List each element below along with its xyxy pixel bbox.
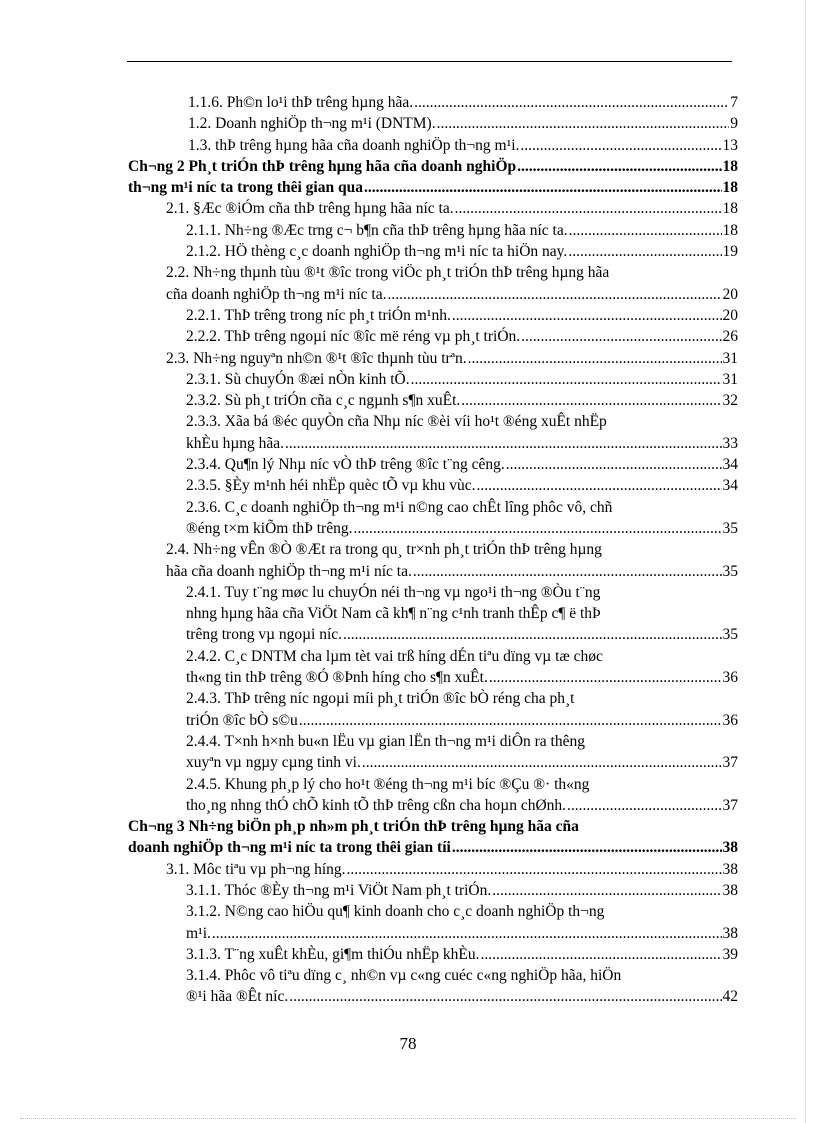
toc-entry-title: 1.2. Doanh nghiÖp th¬ng m¹i (DNTM). xyxy=(188,115,436,133)
toc-leader xyxy=(289,986,721,1007)
toc-entry-page: 18 xyxy=(722,157,738,175)
toc-entry-page: 26 xyxy=(722,328,738,346)
toc-entry-title: xuyªn vµ ngµy cµng tinh vi. xyxy=(186,754,361,772)
toc-leader xyxy=(568,241,721,262)
toc-entry-title: khÈu hµng hãa. xyxy=(186,434,285,452)
toc-leader xyxy=(492,880,721,901)
page-edge-bottom xyxy=(20,1118,796,1119)
toc-entry-title: Ch¬ng 2 Ph¸t triÓn thÞ trêng hµng hãa cña doanh nghiÖp xyxy=(128,157,517,175)
page-number: 78 xyxy=(399,1034,417,1053)
toc-entry-title: 2.3.5. §Èy m¹nh héi nhËp quèc tÕ vµ khu vùc. xyxy=(186,477,476,495)
toc-entry[interactable] xyxy=(186,326,738,347)
toc-entry-title-line: 2.4.3. ThÞ trêng níc ngoµi míi ph¸t triÓn ®îc bÒ réng cha ph¸t xyxy=(186,690,575,708)
toc-chapter-entry[interactable] xyxy=(128,177,738,198)
toc-entry-title: ®éng t×m kiÕm thÞ trêng. xyxy=(186,519,353,537)
toc-entry-title: 3.1. Môc tiªu vµ ph¬ng híng. xyxy=(166,860,346,878)
toc-entry-page: 37 xyxy=(722,754,738,772)
toc-entry-page: 38 xyxy=(722,839,738,857)
toc-entry[interactable] xyxy=(186,241,738,262)
toc-entry-title: m¹i. xyxy=(186,924,211,942)
toc-leader xyxy=(517,156,721,177)
toc-entry-title-line: 2.4.1. Tuy t¨ng møc lu chuyÓn néi th¬ng vµ ngo¹i th¬ng ®Òu t¨ng xyxy=(186,583,601,601)
toc-leader xyxy=(414,92,729,113)
toc-entry-title-line: 3.1.2. N©ng cao hiÖu qu¶ kinh doanh cho c¸c doanh nghiÖp th¬ng xyxy=(186,903,605,921)
toc-entry-page: 37 xyxy=(722,796,738,814)
toc-entry-page: 34 xyxy=(722,456,738,474)
toc-chapter-entry[interactable] xyxy=(128,816,738,859)
toc-entry[interactable] xyxy=(186,944,738,965)
toc-entry[interactable] xyxy=(186,305,738,326)
toc-entry-page: 34 xyxy=(722,477,738,495)
toc-leader xyxy=(480,944,721,965)
toc-leader xyxy=(364,177,722,198)
toc-entry-title: ®¹i hãa ®Êt níc. xyxy=(186,988,289,1006)
toc-entry-page: 18 xyxy=(722,200,738,218)
toc-entry[interactable] xyxy=(166,539,738,582)
toc-leader xyxy=(569,220,722,241)
toc-entry-page: 36 xyxy=(722,669,738,687)
toc-entry-page: 9 xyxy=(730,115,738,133)
toc-entry[interactable] xyxy=(186,497,738,540)
toc-entry-page: 42 xyxy=(722,988,738,1006)
toc-entry[interactable] xyxy=(186,965,738,1008)
toc-entry-page: 32 xyxy=(722,392,738,410)
toc-leader xyxy=(520,135,721,156)
toc-leader xyxy=(461,390,721,411)
toc-entry-title: 2.2.2. ThÞ trêng ngoµi níc ®îc më réng vµ ph¸t triÓn. xyxy=(186,328,521,346)
toc-entry-title-line: 3.1.4. Phôc vô tiªu dïng c¸ nh©n vµ c«ng cuéc c«ng nghiÖp hãa, hiÖn xyxy=(186,967,622,985)
toc-leader xyxy=(362,752,722,773)
toc-leader xyxy=(413,561,722,582)
toc-entry-page: 35 xyxy=(722,562,738,580)
header-rule xyxy=(127,61,732,62)
toc-entry-page: 33 xyxy=(722,434,738,452)
toc-entry-title: 2.1. §Æc ®iÓm cña thÞ trêng hµng hãa níc ta. xyxy=(166,200,454,218)
toc-entry-title: 1.3. thÞ trêng hµng hãa cña doanh nghiÖp th¬ng m¹i. xyxy=(188,136,520,154)
toc-leader xyxy=(521,326,721,347)
toc-entry-title: 2.2.1. ThÞ trêng trong níc ph¸t triÓn m¹nh. xyxy=(186,306,451,324)
toc-entry-title-line: 2.4.4. T×nh h×nh bu«n lËu vµ gian lËn th¬ng m¹i diÔn ra thêng xyxy=(186,732,585,750)
toc-entry-title-line: 2.3.6. C¸c doanh nghiÖp th¬ng m¹i n©ng cao chÊt lîng phôc vô, chñ xyxy=(186,498,613,516)
table-of-contents xyxy=(128,92,738,1008)
toc-entry-title: 2.3.2. Sù ph¸t triÓn cña c¸c ngµnh s¶n xuÊt. xyxy=(186,392,461,410)
toc-entry-page: 38 xyxy=(722,881,738,899)
toc-entry[interactable] xyxy=(186,475,738,496)
toc-leader xyxy=(452,305,722,326)
toc-entry-page: 35 xyxy=(722,626,738,644)
toc-leader xyxy=(452,837,722,858)
toc-leader xyxy=(299,710,722,731)
toc-entry-title: th«ng tin thÞ trêng ®Ó ®Þnh híng cho s¶n xuÊt. xyxy=(186,669,488,687)
toc-leader xyxy=(567,795,721,816)
toc-entry-page: 38 xyxy=(722,860,738,878)
toc-entry-page: 20 xyxy=(722,285,738,303)
toc-entry-title: 2.3.4. Qu¶n lý Nhµ níc vÒ thÞ trêng ®îc t¨ng cêng. xyxy=(186,456,505,474)
toc-entry-title: 2.3.1. Sù chuyÓn ®æi nÒn kinh tÕ. xyxy=(186,370,410,388)
toc-entry[interactable] xyxy=(166,198,738,219)
toc-entry-page: 31 xyxy=(722,370,738,388)
toc-entry[interactable] xyxy=(166,348,738,369)
toc-entry[interactable] xyxy=(186,731,738,774)
toc-entry-page: 7 xyxy=(730,94,738,111)
toc-entry[interactable] xyxy=(186,369,738,390)
toc-leader xyxy=(506,454,722,475)
toc-entry-title: 3.1.3. T¨ng xuÊt khÈu, gi¶m thiÓu nhËp khÈu. xyxy=(186,945,480,963)
toc-entry[interactable] xyxy=(186,220,738,241)
toc-entry[interactable] xyxy=(188,113,738,134)
toc-entry-page: 18 xyxy=(722,179,738,197)
toc-entry[interactable] xyxy=(186,411,738,454)
toc-entry[interactable] xyxy=(166,859,738,880)
toc-entry-title: trêng trong vµ ngoµi níc. xyxy=(186,626,343,644)
toc-entry-title: 2.3. Nh÷ng nguyªn nh©n ®¹t ®îc thµnh tùu trªn. xyxy=(166,349,467,367)
toc-entry[interactable] xyxy=(186,646,738,689)
toc-entry-title: th¬ng m¹i níc ta trong thêi gian qua xyxy=(128,179,363,197)
toc-entry-page: 36 xyxy=(722,711,738,729)
toc-leader xyxy=(411,369,722,390)
toc-leader xyxy=(477,475,722,496)
toc-entry[interactable] xyxy=(186,688,738,731)
toc-entry-title-line: 2.3.3. Xãa bá ®éc quyÒn cña Nhµ níc ®èi víi ho¹t ®éng xuÊt nhËp xyxy=(186,413,607,431)
toc-entry-page: 13 xyxy=(722,136,738,154)
toc-entry-title: cña doanh nghiÖp th¬ng m¹i níc ta. xyxy=(166,285,387,303)
toc-entry-page: 20 xyxy=(722,306,738,324)
toc-entry[interactable] xyxy=(186,390,738,411)
toc-entry-title-line: 2.2. Nh÷ng thµnh tùu ®¹t ®îc trong viÖc ph¸t triÓn thÞ trêng hµng hãa xyxy=(166,264,610,282)
toc-entry[interactable] xyxy=(186,774,738,817)
page-edge-right xyxy=(805,0,806,1123)
toc-entry-title-line: 2.4. Nh÷ng vÊn ®Ò ®Æt ra trong qu¸ tr×nh ph¸t triÓn thÞ trêng hµng xyxy=(166,541,602,559)
toc-chapter-entry[interactable] xyxy=(128,156,738,177)
toc-entry-title-line: 2.4.2. C¸c DNTM cha lµm tèt vai trß híng dÉn tiªu dïng vµ tæ chøc xyxy=(186,647,603,665)
toc-leader xyxy=(212,923,722,944)
toc-entry-title: tho¸ng nhng thÓ chÕ kinh tÕ thÞ trêng cßn cha hoµn chØnh. xyxy=(186,796,567,814)
toc-entry[interactable] xyxy=(188,92,738,113)
toc-entry[interactable] xyxy=(186,880,738,901)
toc-entry-title: hãa cña doanh nghiÖp th¬ng m¹i níc ta. xyxy=(166,562,412,580)
toc-leader xyxy=(285,433,721,454)
toc-entry-title-line: Ch¬ng 3 Nh÷ng biÖn ph¸p nh»m ph¸t triÓn thÞ trêng hµng hãa cña xyxy=(128,818,579,836)
toc-entry-title: doanh nghiÖp th¬ng m¹i níc ta trong thêi gian tíi xyxy=(128,839,451,857)
toc-entry-title: 2.1.2. HÖ thèng c¸c doanh nghiÖp th¬ng m¹i níc ta hiÖn nay. xyxy=(186,243,568,261)
toc-entry-page: 31 xyxy=(722,349,738,367)
toc-leader xyxy=(468,348,722,369)
toc-entry-title: 2.1.1. Nh÷ng ®Æc trng c¬ b¶n cña thÞ trêng hµng hãa níc ta. xyxy=(186,221,568,239)
toc-leader xyxy=(343,624,721,645)
toc-entry-title: 3.1.1. Thóc ®Èy th¬ng m¹i ViÖt Nam ph¸t triÓn. xyxy=(186,881,492,899)
toc-entry[interactable] xyxy=(186,901,738,944)
toc-leader xyxy=(489,667,722,688)
toc-leader xyxy=(347,859,722,880)
toc-entry-page: 18 xyxy=(722,221,738,239)
toc-entry-page: 39 xyxy=(722,945,738,963)
toc-entry-title-line: 2.4.5. Khung ph¸p lý cho ho¹t ®éng th¬ng m¹i bíc ®Çu ®· th«ng xyxy=(186,775,590,793)
toc-leader xyxy=(387,284,721,305)
toc-entry-title: triÓn ®îc bÒ s©u xyxy=(186,711,298,729)
toc-entry[interactable] xyxy=(166,262,738,305)
toc-entry-page: 19 xyxy=(722,243,738,261)
toc-leader xyxy=(437,113,730,134)
toc-entry-title-line: nhng hµng hãa cña ViÖt Nam cã kh¶ n¨ng c¹nh tranh thÊp c¶ ë thÞ xyxy=(186,605,601,623)
toc-entry-title: 1.1.6. Ph©n lo¹i thÞ trêng hµng hãa. xyxy=(188,94,414,111)
toc-entry[interactable] xyxy=(186,454,738,475)
toc-entry[interactable] xyxy=(186,582,738,646)
toc-entry[interactable] xyxy=(188,135,738,156)
toc-entry-page: 38 xyxy=(722,924,738,942)
toc-leader xyxy=(455,198,722,219)
toc-leader xyxy=(353,518,721,539)
toc-entry-page: 35 xyxy=(722,519,738,537)
